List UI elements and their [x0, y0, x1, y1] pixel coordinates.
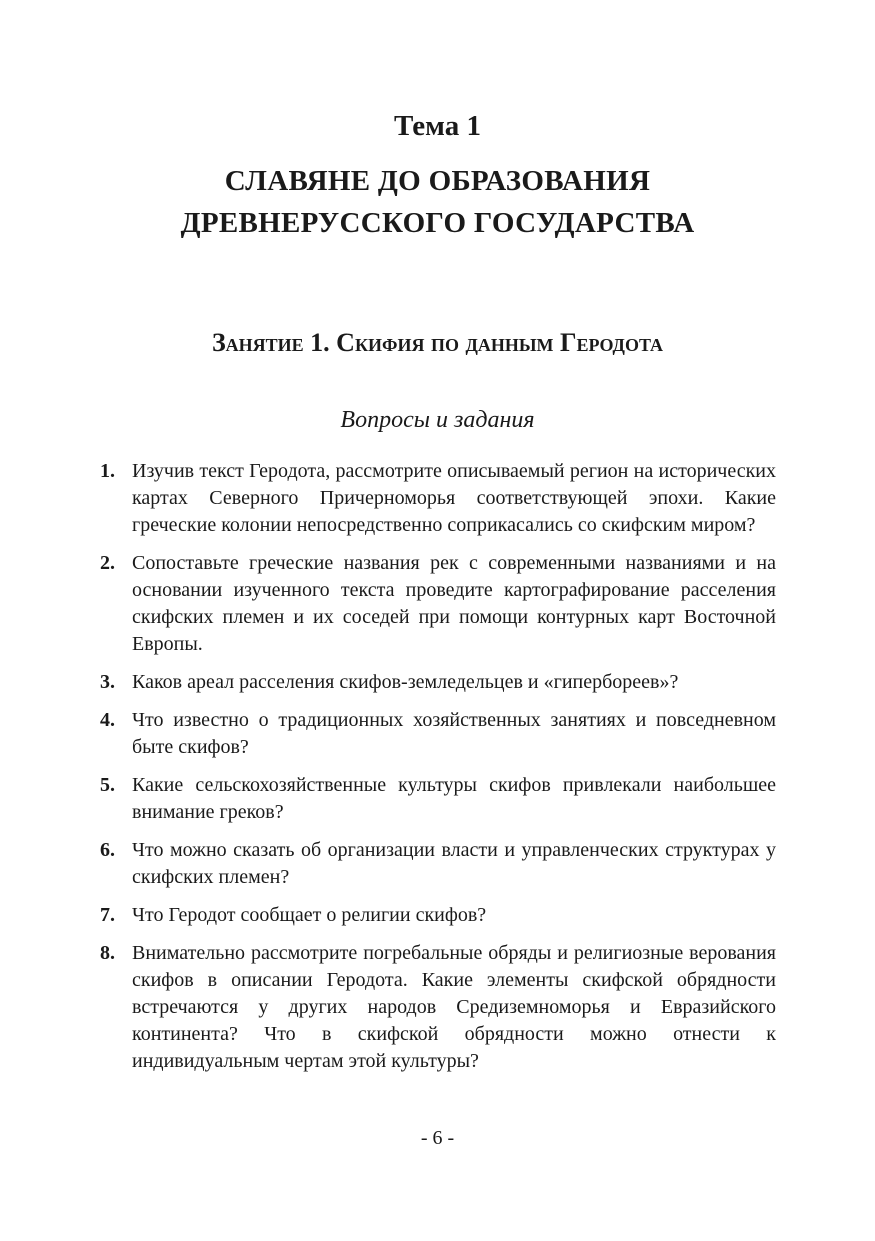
- question-text: Что Геродот сообщает о религии скифов?: [132, 904, 487, 926]
- topic-label: Тема 1: [394, 110, 481, 142]
- question-item-8: [100, 940, 776, 1075]
- question-text: Какие сельскохозяйственные культуры скифов привлекали наибольшее внимание греков?: [132, 774, 776, 823]
- question-number: 3.: [100, 671, 115, 693]
- question-number: 8.: [100, 942, 115, 964]
- question-item-7: [100, 902, 776, 929]
- question-number: 7.: [100, 904, 115, 926]
- question-text: Изучив текст Геродота, рассмотрите описываемый регион на исторических картах Северного Причерноморья соответствующей эпохи. Какие греческие колонии непосредственно соприкасались со скифским миром?: [132, 460, 776, 536]
- section-title: Вопросы и задания: [340, 407, 535, 433]
- question-text: Что можно сказать об организации власти и управленческих структурах у скифских племен?: [132, 839, 776, 888]
- question-text: Внимательно рассмотрите погребальные обряды и религиозные верования скифов в описании Геродота. Какие элементы скифской обрядности встречаются у других народов Средиземноморья и Евразийского континента? Что в скифской обрядности можно отнести к индивидуальным чертам этой культуры?: [132, 942, 776, 1072]
- topic-title: [0, 160, 875, 244]
- lesson-title: Занятие 1. Скифия по данным Геродота: [211, 328, 664, 357]
- topic-title-line-1: СЛАВЯНЕ ДО ОБРАЗОВАНИЯ: [224, 165, 651, 197]
- question-number: 6.: [100, 839, 115, 861]
- question-text: Сопоставьте греческие названия рек с современными названиями и на основании изученного текста проведите картографирование расселения скифских племен и их соседей при помощи контурных карт Восточной Европы.: [132, 552, 776, 655]
- question-number: 1.: [100, 460, 115, 482]
- question-item-6: [100, 837, 776, 891]
- question-text: Каков ареал расселения скифов-земледельцев и «гипербореев»?: [132, 671, 679, 693]
- topic-title-line-2: ДРЕВНЕРУССКОГО ГОСУДАРСТВА: [180, 207, 695, 239]
- question-text: Что известно о традиционных хозяйственных занятиях и повседневном быте скифов?: [132, 709, 776, 758]
- page-number: - 6 -: [420, 1127, 455, 1149]
- question-item-3: [100, 669, 776, 696]
- question-number: 5.: [100, 774, 115, 796]
- questions-list: [100, 458, 776, 1086]
- question-item-4: [100, 707, 776, 761]
- question-number: 2.: [100, 552, 115, 574]
- question-item-1: [100, 458, 776, 539]
- question-number: 4.: [100, 709, 115, 731]
- question-item-5: [100, 772, 776, 826]
- question-item-2: [100, 550, 776, 658]
